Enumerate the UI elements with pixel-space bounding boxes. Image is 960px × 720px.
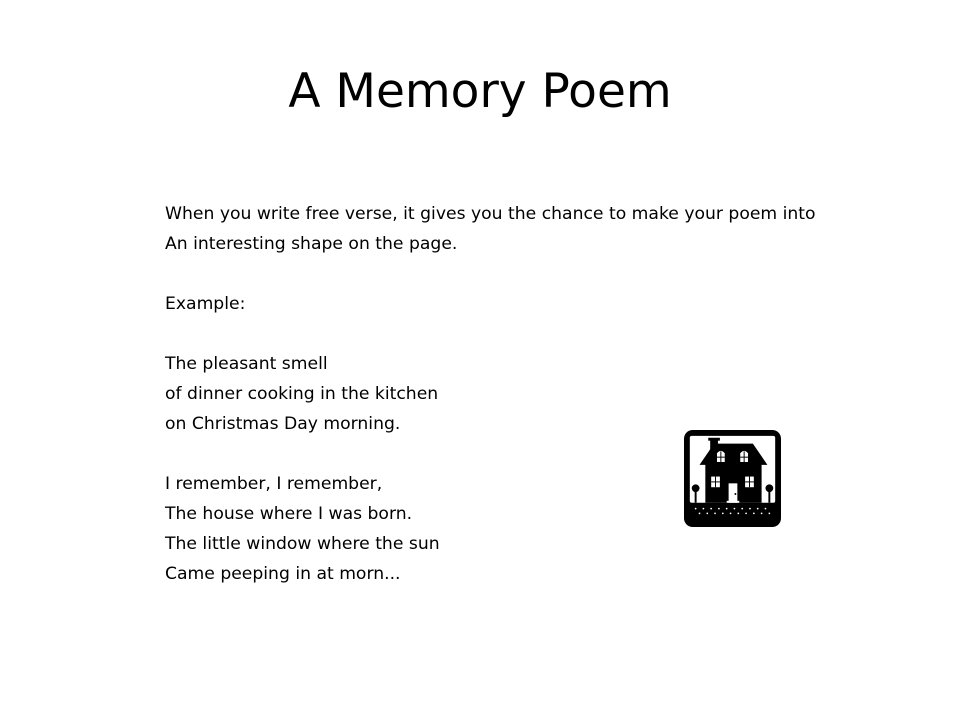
poem-line: The little window where the sun — [165, 534, 440, 554]
poem-line: Came peeping in at morn... — [165, 564, 401, 584]
slide-body — [165, 199, 925, 589]
poem-line: The house where I was born. — [165, 504, 413, 524]
example-line: The pleasant smell — [165, 354, 328, 374]
poem-line: I remember, I remember, — [165, 474, 383, 494]
example-label: Example: — [165, 294, 246, 314]
blank-line — [165, 319, 925, 349]
example-line: on Christmas Day morning. — [165, 414, 401, 434]
example-line: of dinner cooking in the kitchen — [165, 384, 439, 404]
slide-title: A Memory Poem — [288, 64, 672, 119]
intro-line: An interesting shape on the page. — [165, 234, 458, 254]
blank-line — [165, 259, 925, 289]
blank-line — [165, 439, 925, 469]
house-icon — [684, 430, 781, 527]
intro-line: When you write free verse, it gives you the chance to make your poem into — [165, 204, 816, 224]
